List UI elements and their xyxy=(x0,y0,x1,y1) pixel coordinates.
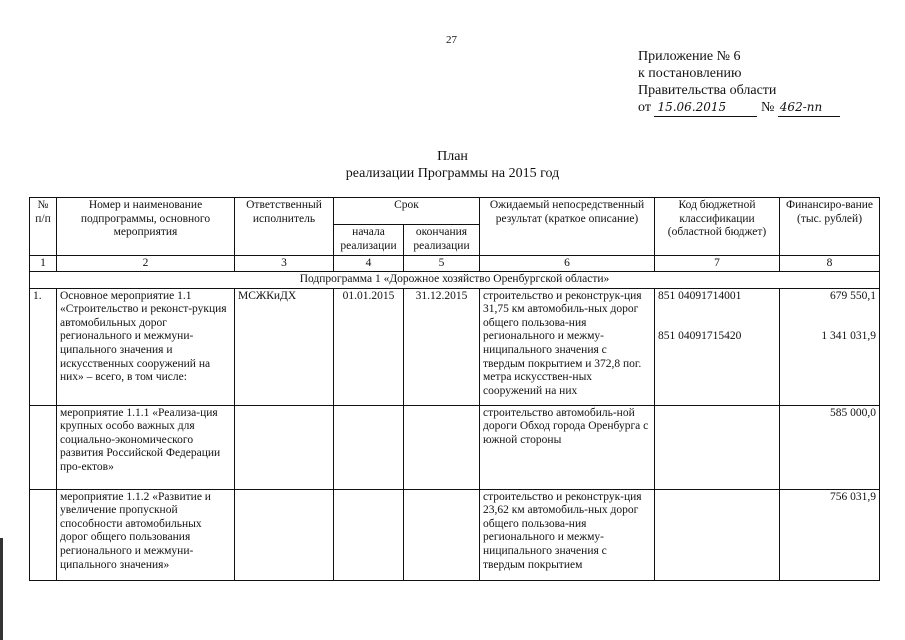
appendix-line-3: Правительства области xyxy=(638,83,777,98)
row-code xyxy=(655,288,780,405)
row-finance-2: 1 341 031,9 xyxy=(821,330,877,343)
header-term-end: окончания реализации xyxy=(404,225,480,256)
handwritten-date: 15.06.2015 xyxy=(654,99,757,117)
row-executor: МСЖКиДХ xyxy=(235,288,334,405)
column-number: 2 xyxy=(57,256,235,272)
row-finance: 756 031,9 xyxy=(780,489,880,580)
row-code xyxy=(655,405,780,489)
column-number: 6 xyxy=(480,256,655,272)
column-number-row xyxy=(30,256,880,272)
date-prefix: от xyxy=(638,100,651,115)
handwritten-number: 462-пп xyxy=(778,99,840,117)
plan-title: План xyxy=(437,149,468,164)
plan-table xyxy=(29,197,880,581)
row-finance-1: 679 550,1 xyxy=(830,289,877,302)
row-name: Основное мероприятие 1.1 «Строительство и реконст-рукция автомобильных дорог регионального и межмуни-ципального значения и искусственных сооружений на них» – всего, в том числе: xyxy=(57,288,235,405)
row-code-1: 851 04091714001 xyxy=(658,289,742,302)
row-result: строительство автомобиль-ной дороги Обход города Оренбурга с южной стороны xyxy=(480,405,655,489)
column-number: 8 xyxy=(780,256,880,272)
row-start xyxy=(334,489,404,580)
column-number: 3 xyxy=(235,256,334,272)
row-result: строительство и реконструк-ция 23,62 км автомобиль-ных дорог общего пользова-ния регионального и межму-ниципального значения с твердым покрытием xyxy=(480,489,655,580)
row-end xyxy=(404,405,480,489)
header-row xyxy=(30,198,880,225)
header-finance: Финансиро-вание (тыс. рублей) xyxy=(780,198,880,256)
table-row xyxy=(30,288,880,405)
row-finance xyxy=(780,288,880,405)
appendix-line-2: к постановлению xyxy=(638,66,742,81)
plan-subtitle: реализации Программы на 2015 год xyxy=(345,166,560,181)
header-name: Номер и наименование подпрограммы, основного мероприятия xyxy=(57,198,235,256)
row-executor xyxy=(235,489,334,580)
column-number: 7 xyxy=(655,256,780,272)
page-number: 27 xyxy=(446,34,457,46)
subprogram-row xyxy=(30,272,880,289)
row-num: 1. xyxy=(30,288,57,405)
appendix-line-1: Приложение № 6 xyxy=(638,49,741,64)
header-executor: Ответственный исполнитель xyxy=(235,198,334,256)
row-code xyxy=(655,489,780,580)
scan-edge xyxy=(0,538,3,640)
row-start xyxy=(334,405,404,489)
column-number: 4 xyxy=(334,256,404,272)
number-prefix: № xyxy=(760,100,775,115)
column-number: 5 xyxy=(404,256,480,272)
subprogram-title: Подпрограмма 1 «Дорожное хозяйство Оренбургской области» xyxy=(30,272,880,289)
header-term: Срок xyxy=(334,198,480,225)
column-number: 1 xyxy=(30,256,57,272)
row-num xyxy=(30,489,57,580)
row-end: 31.12.2015 xyxy=(404,288,480,405)
row-name: мероприятие 1.1.2 «Развитие и увеличение пропускной способности автомобильных дорог общего пользования регионального и межмуни-ципального значения» xyxy=(57,489,235,580)
row-executor xyxy=(235,405,334,489)
row-end xyxy=(404,489,480,580)
header-term-start: начала реализации xyxy=(334,225,404,256)
header-code: Код бюджетной классификации (областной бюджет) xyxy=(655,198,780,256)
row-result: строительство и реконструк-ция 31,75 км автомобиль-ных дорог общего пользова-ния регионального и межму-ниципального значения с твердым покрытием и 372,8 пог. метра искусствен-ных сооружений на них xyxy=(480,288,655,405)
header-num: № п/п xyxy=(30,198,57,256)
table-row xyxy=(30,405,880,489)
table-row xyxy=(30,489,880,580)
row-start: 01.01.2015 xyxy=(334,288,404,405)
appendix-block xyxy=(638,48,840,117)
header-result: Ожидаемый непосредственный результат (краткое описание) xyxy=(480,198,655,256)
appendix-date-line xyxy=(638,99,840,117)
row-name: мероприятие 1.1.1 «Реализа-ция крупных особо важных для социально-экономического развития Российской Федерации про-ектов» xyxy=(57,405,235,489)
row-code-2: 851 04091715420 xyxy=(658,330,742,343)
row-num xyxy=(30,405,57,489)
row-finance: 585 000,0 xyxy=(780,405,880,489)
